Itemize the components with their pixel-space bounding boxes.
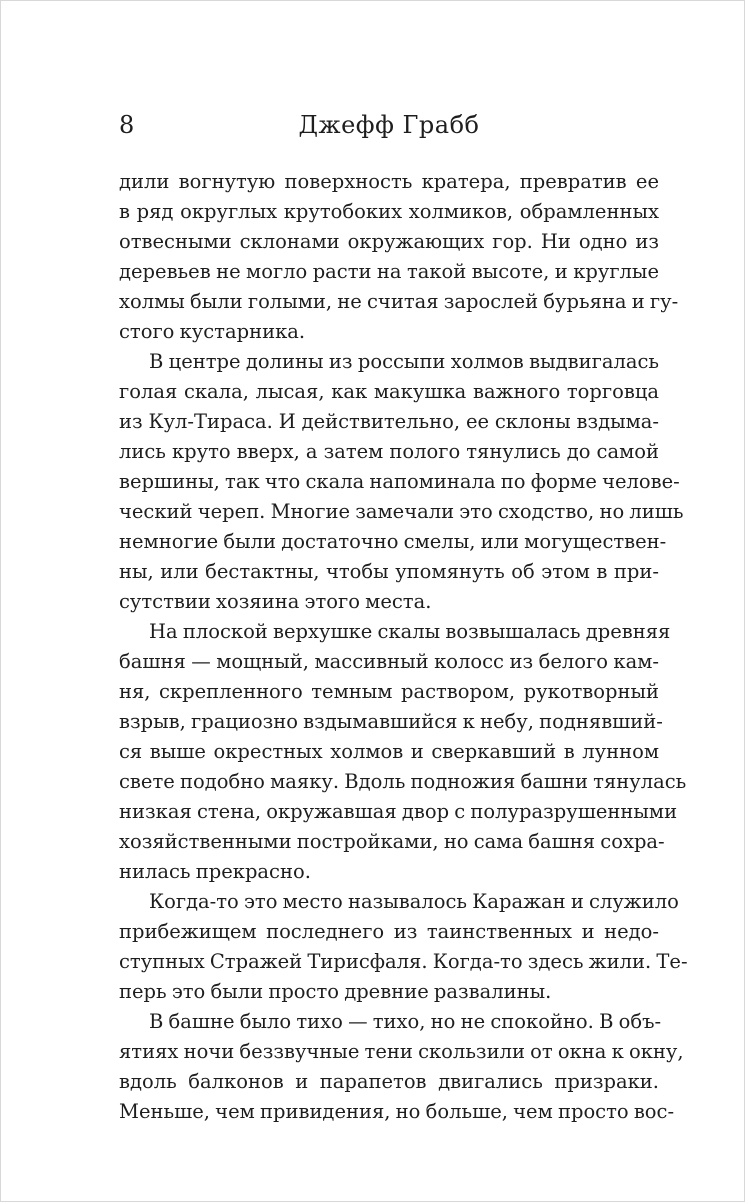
text-line: сутствии хозяина этого места.	[119, 590, 432, 613]
text-line: из Кул-Тираса. И действительно, ее склоны вздыма-	[119, 410, 659, 433]
text-line: башня — мощный, массивный колосс из белого кам-	[119, 650, 659, 673]
text-line: в ряд округлых крутобоких холмиков, обрамленных	[119, 200, 659, 223]
text-line: ны, или бестактны, чтобы упомянуть об этом в при-	[119, 560, 659, 583]
text-line: взрыв, грациозно вздымавшийся к небу, поднявший-	[119, 710, 663, 733]
paragraph	[119, 347, 684, 617]
text-line: низкая стена, окружавшая двор с полуразрушенными	[119, 800, 678, 823]
text-line: ятиях ночи беззвучные тени скользили от окна к окну,	[119, 1040, 684, 1063]
text-line: ня, скрепленного темным раствором, рукотворный	[119, 680, 659, 703]
text-line: дили вогнутую поверхность кратера, превратив ее	[119, 170, 659, 193]
text-body	[119, 167, 688, 1127]
page-number: 8	[119, 111, 135, 139]
text-line: голая скала, лысая, как макушка важного торговца	[119, 380, 659, 403]
text-line: Меньше, чем привидения, но больше, чем просто вос-	[119, 1100, 675, 1123]
text-line: нилась прекрасно.	[119, 860, 311, 883]
text-line: В центре долины из россыпи холмов выдвигалась	[149, 350, 659, 373]
paragraph	[119, 887, 688, 1007]
book-author: Джефф Грабб	[298, 111, 480, 139]
text-line: На плоской верхушке скалы возвышалась древняя	[149, 620, 671, 643]
text-line: деревьев не могло расти на такой высоте, и круглые	[119, 260, 659, 283]
text-line: ся выше окрестных холмов и сверкавший в лунном	[119, 740, 659, 763]
text-line: ступных Стражей Тирисфаля. Когда-то здесь жили. Те-	[119, 950, 688, 973]
paragraph	[119, 617, 687, 887]
text-line: стого кустарника.	[119, 320, 306, 343]
paragraph	[119, 1007, 684, 1127]
text-line: лись круто вверх, а затем полого тянулись до самой	[119, 440, 659, 463]
text-line: Когда-то это место называлось Каражан и служило	[149, 890, 679, 913]
text-line: ческий череп. Многие замечали это сходство, но лишь	[119, 500, 684, 523]
text-line: холмы были голыми, не считая зарослей бурьяна и гу-	[119, 290, 679, 313]
text-line: хозяйственными постройками, но сама башня сохра-	[119, 830, 665, 853]
text-line: вдоль балконов и парапетов двигались призраки.	[119, 1070, 659, 1093]
text-line: вершины, так что скала напоминала по форме челове-	[119, 470, 680, 493]
text-line: отвесными склонами окружающих гор. Ни одно из	[119, 230, 659, 253]
text-line: перь это были просто древние развалины.	[119, 980, 552, 1003]
running-header	[119, 109, 659, 141]
paragraph	[119, 167, 679, 347]
text-line: В башне было тихо — тихо, но не спокойно. В объ-	[149, 1010, 662, 1033]
text-line: немногие были достаточно смелы, или могуществен-	[119, 530, 667, 553]
text-line: свете подобно маяку. Вдоль подножия башни тянулась	[119, 770, 687, 793]
text-line: прибежищем последнего из таинственных и недо-	[119, 920, 659, 943]
